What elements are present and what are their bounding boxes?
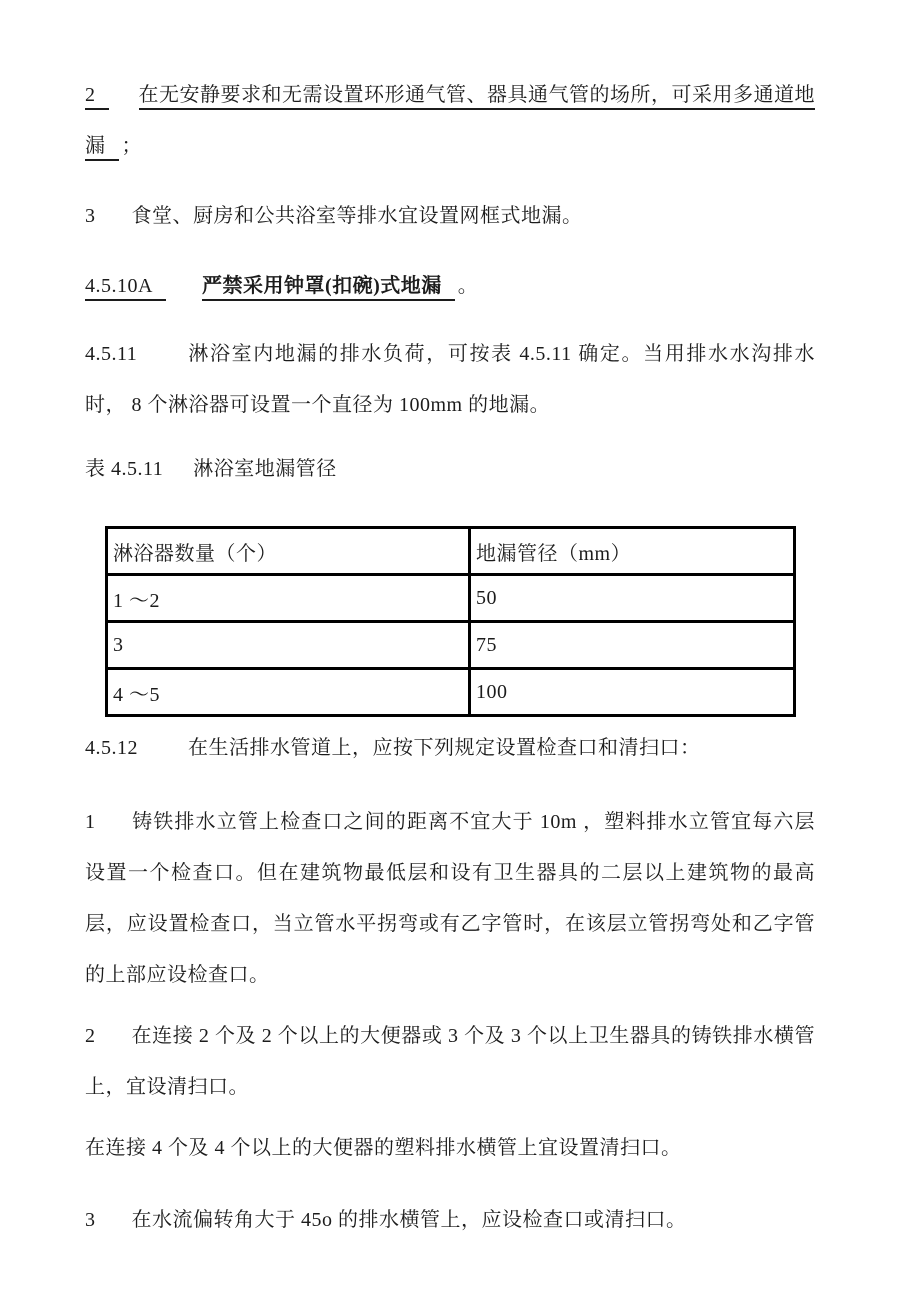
floor-drain-diameter-table: [105, 526, 796, 717]
cell-drain-diameter: 75: [470, 622, 795, 669]
clause-4-5-12-number: 4.5.12: [85, 737, 138, 759]
cell-fixture-count: 1 ～2: [107, 575, 470, 622]
cell-fixture-count: 3: [107, 622, 470, 669]
list-item-2: [85, 1011, 815, 1113]
clause-2-suffix: ；: [121, 135, 142, 157]
list-item-1: [85, 797, 815, 1001]
list-item-3: [85, 1195, 815, 1246]
table-row: [107, 622, 795, 669]
clause-2-text: 在无安静要求和无需设置环形通气管、器具通气管的场所，可采用多通道地漏: [85, 84, 815, 161]
item-2-text: 在连接 2 个及 2 个以上的大便器或 3 个及 3 个以上卫生器具的铸铁排水横管上，宜设清扫口。: [85, 1025, 815, 1098]
clause-3: [85, 191, 815, 242]
item-2-number: 2: [85, 1025, 96, 1047]
paragraph-plastic-pipe-text: 在连接 4 个及 4 个以上的大便器的塑料排水横管上宜设置清扫口。: [85, 1137, 682, 1159]
table-caption: [85, 444, 815, 495]
cell-fixture-count: 4 ～5: [107, 669, 470, 716]
item-3-number: 3: [85, 1209, 96, 1231]
clause-4-5-10A: [85, 261, 815, 312]
clause-4-5-10A-suffix: 。: [457, 275, 479, 297]
clause-2-number: 2: [85, 84, 109, 110]
item-3-text: 在水流偏转角大于 45o 的排水横管上，应设检查口或清扫口。: [131, 1209, 687, 1231]
clause-4-5-11-text: 淋浴室内地漏的排水负荷，可按表 4.5.11 确定。当用排水水沟排水时， 8 个淋浴器可设置一个直径为 100mm 的地漏。: [85, 343, 815, 416]
paragraph-plastic-pipe: [85, 1123, 815, 1174]
item-1-number: 1: [85, 811, 96, 833]
table-caption-label: 表 4.5.11: [85, 458, 164, 480]
table-row: [107, 575, 795, 622]
header-cell-fixture-count: 淋浴器数量（个）: [107, 528, 470, 575]
cell-drain-diameter: 100: [470, 669, 795, 716]
table-caption-title: 淋浴室地漏管径: [193, 458, 337, 480]
header-cell-drain-diameter: 地漏管径（mm）: [470, 528, 795, 575]
clause-4-5-11-number: 4.5.11: [85, 343, 138, 365]
clause-4-5-10A-number: 4.5.10A: [85, 275, 166, 301]
clause-4-5-12: [85, 723, 815, 774]
cell-drain-diameter: 50: [470, 575, 795, 622]
table-header-row: [107, 528, 795, 575]
clause-4-5-12-text: 在生活排水管道上，应按下列规定设置检查口和清扫口：: [188, 737, 701, 759]
item-1-text: 铸铁排水立管上检查口之间的距离不宜大于 10m ，塑料排水立管宜每六层设置一个检查口。但在建筑物最低层和设有卫生器具的二层以上建筑物的最高层，应设置检查口，当立管水平拐弯或有乙字管时，在该层立管拐弯处和乙字管的上部应设检查口。: [85, 811, 815, 986]
clause-3-number: 3: [85, 205, 96, 227]
table-row: [107, 669, 795, 716]
clause-4-5-11: [85, 329, 815, 431]
clause-3-text: 食堂、厨房和公共浴室等排水宜设置网框式地漏。: [131, 205, 583, 227]
clause-4-5-10A-text: 严禁采用钟罩(扣碗)式地漏: [202, 275, 455, 301]
clause-2: [85, 70, 815, 172]
